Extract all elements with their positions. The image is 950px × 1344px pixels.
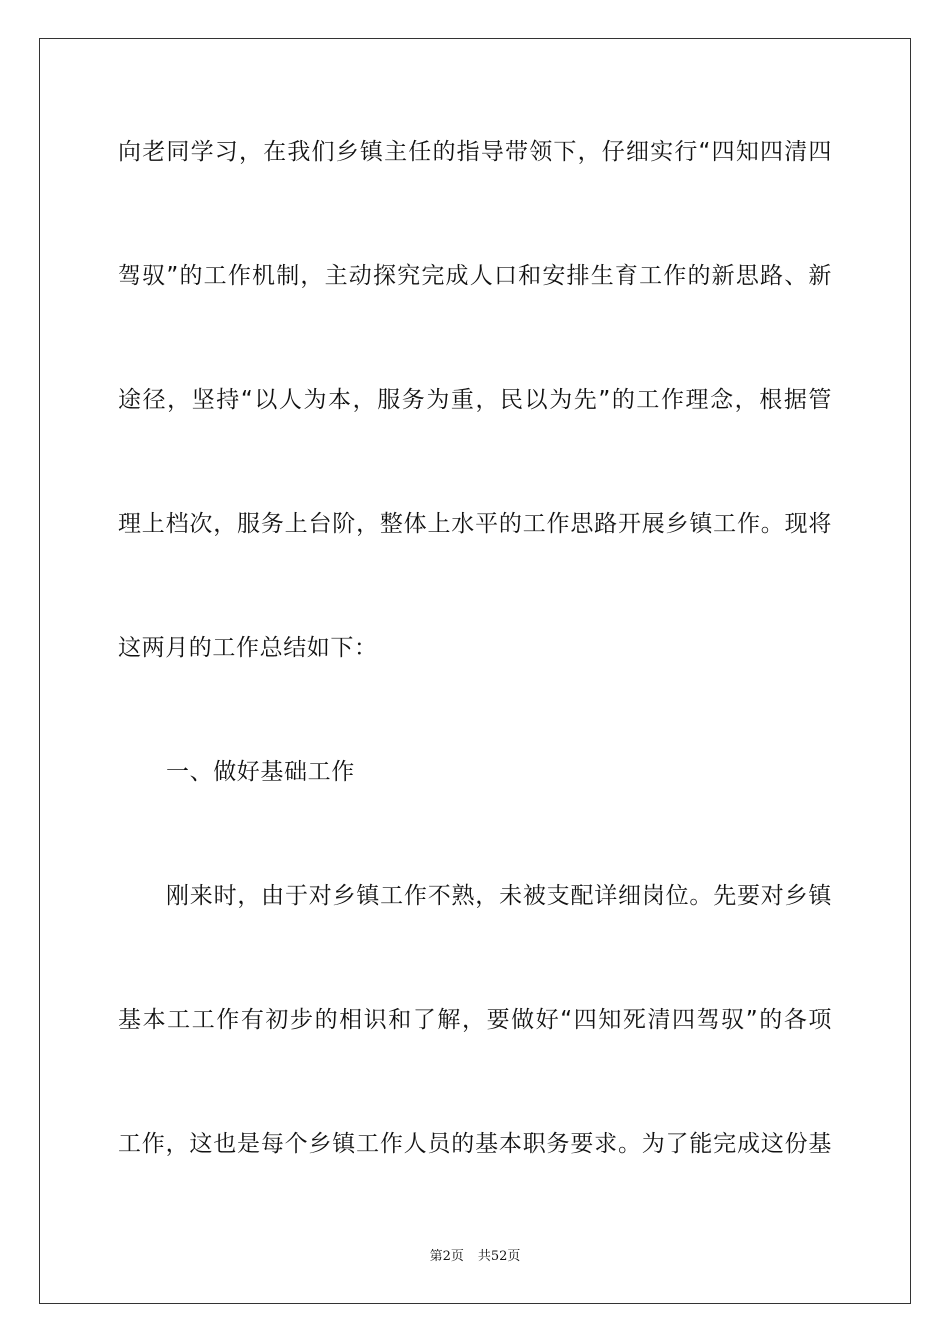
page-footer: [0, 1248, 950, 1266]
body-text-line: 基本工工作有初步的相识和了解，要做好“四知死清四驾驭”的各项: [118, 1007, 832, 1033]
page-number-total: 共52页: [477, 1249, 521, 1264]
body-text-line: 驾驭”的工作机制，主动探究完成人口和安排生育工作的新思路、新: [118, 263, 832, 289]
page-border: [39, 38, 911, 1304]
body-text-line: 刚来时，由于对乡镇工作不熟，未被支配详细岗位。先要对乡镇: [166, 883, 832, 909]
body-text-line: 工作，这也是每个乡镇工作人员的基本职务要求。为了能完成这份基: [118, 1131, 832, 1157]
body-text-line: 这两月的工作总结如下：: [118, 635, 378, 661]
body-text-line: 理上档次，服务上台阶，整体上水平的工作思路开展乡镇工作。现将: [118, 511, 832, 537]
body-text-line: 途径，坚持“以人为本，服务为重，民以为先”的工作理念，根据管: [118, 387, 832, 413]
page-number-current: 第2页: [429, 1249, 464, 1264]
section-heading: 一、做好基础工作: [166, 759, 355, 785]
body-text-line: 向老同学习，在我们乡镇主任的指导带领下，仔细实行“四知四清四: [118, 139, 832, 165]
